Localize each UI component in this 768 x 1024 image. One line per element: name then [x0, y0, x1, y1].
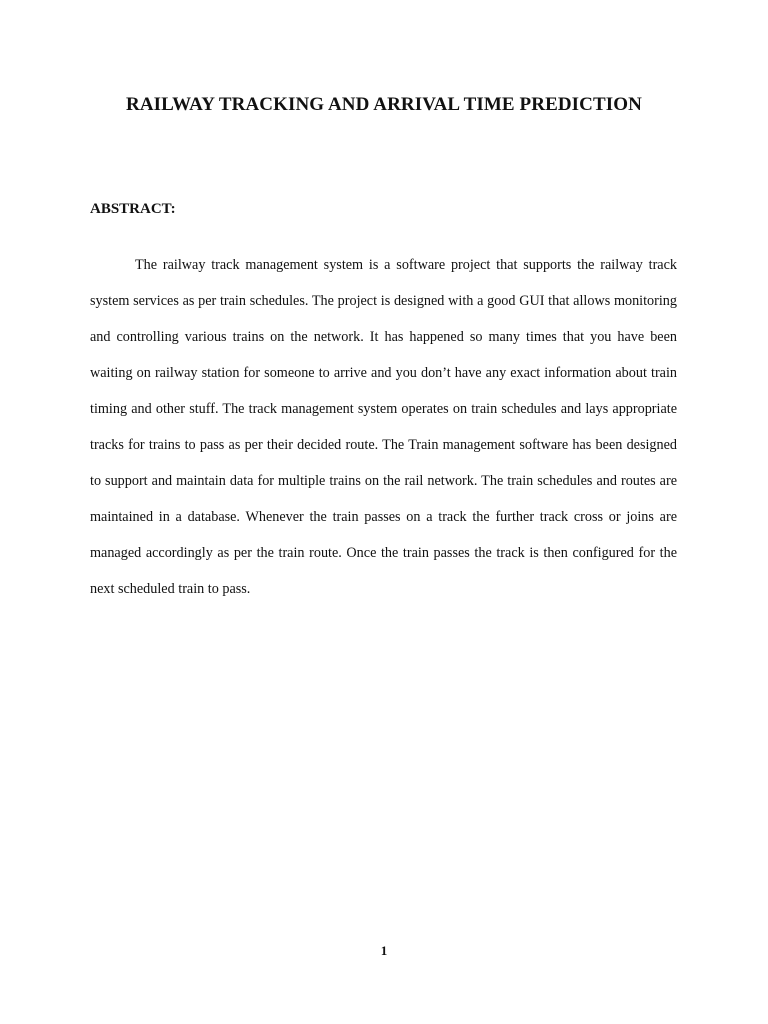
document-title: RAILWAY TRACKING AND ARRIVAL TIME PREDICTION — [126, 94, 642, 115]
abstract-heading: ABSTRACT: — [90, 201, 176, 217]
page-number: 1 — [380, 943, 388, 958]
abstract-paragraph: The railway track management system is a software project that supports the railway track system services as per train schedules. The project is designed with a good GUI that allows monitoring and controlling various trains on the network. It has happened so many times that you have been waiting on railway station for someone to arrive and you don’t have any exact information about train timing and other stuff. The track management system operates on train schedules and lays appropriate tracks for trains to pass as per their decided route. The Train management software has been designed to support and maintain data for multiple trains on the rail network. The train schedules and routes are maintained in a database. Whenever the train passes on a track the further track cross or joins are managed accordingly as per the train route. Once the train passes the track is then configured for the next scheduled train to pass. — [90, 257, 677, 597]
